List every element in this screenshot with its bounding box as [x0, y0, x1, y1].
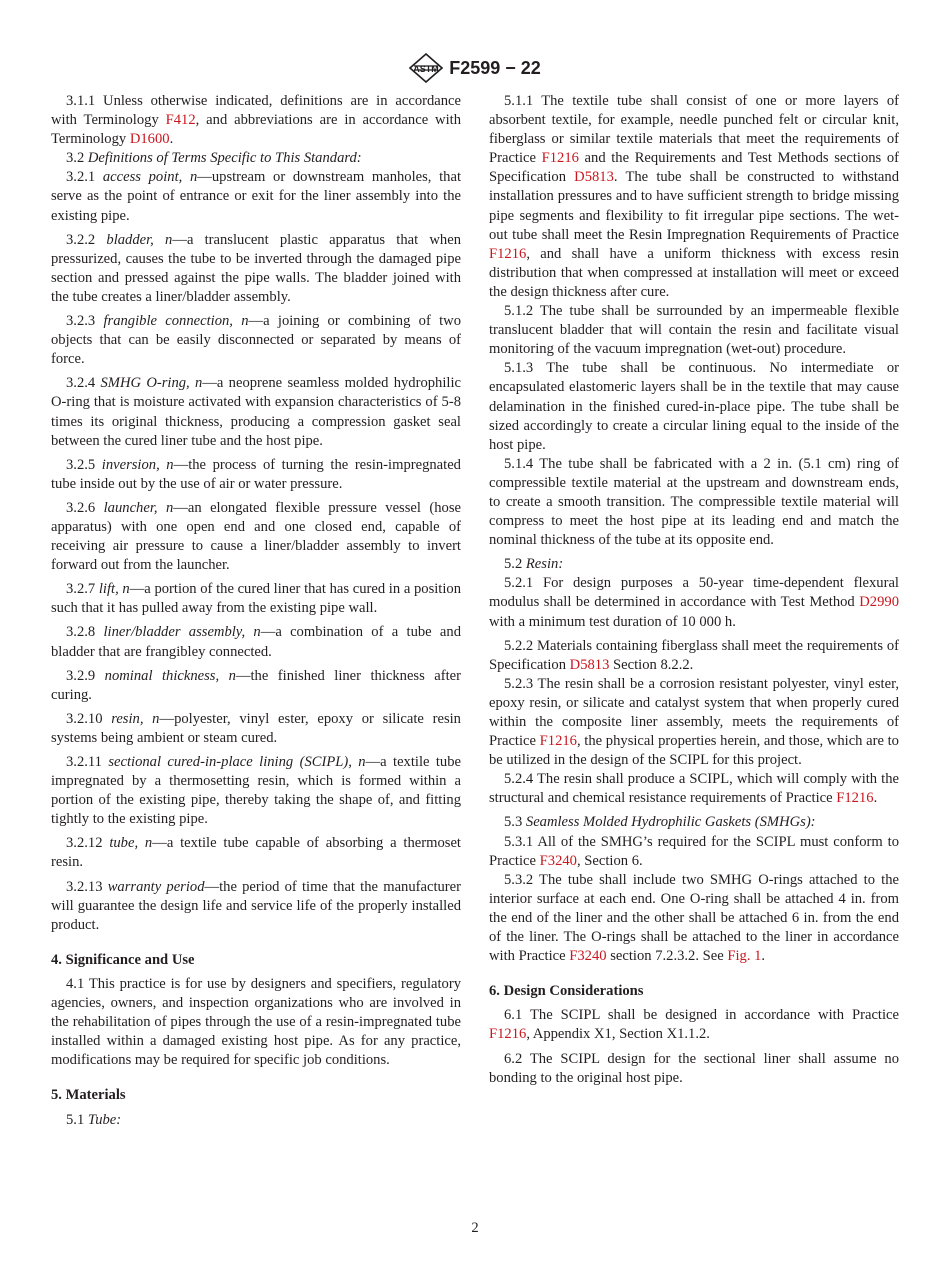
- paragraph-5-2-3: 5.2.3 The resin shall be a corrosion resistant polyester, vinyl ester, epoxy resin, or silicate and catalyst system that when properly cured within the composite liner assembly, meets the requirements of Practice F1216, the physical properties herein, and those, which are to be utilized in the design of the SCIPL for this project.: [489, 675, 899, 769]
- definition-3-2-9: 3.2.9 nominal thickness, n—the finished liner thickness after curing.: [51, 667, 461, 703]
- reference-link-d5813[interactable]: D5813: [569, 656, 610, 673]
- reference-link-f1216[interactable]: F1216: [836, 790, 874, 807]
- paragraph-5-1-4: 5.1.4 The tube shall be fabricated with a 2 in. (5.1 cm) ring of compressible textile material at the upstream and downstream ends, to create a smooth transition. The compressible textile material will compress to meet the host pipe at its leading end and match the nominal thickness of the tube at its opposite end.: [489, 455, 899, 549]
- reference-link-f3240[interactable]: F3240: [539, 852, 577, 869]
- left-column: [51, 92, 461, 1130]
- definition-3-2-10: 3.2.10 resin, n—polyester, vinyl ester, epoxy or silicate resin systems being ambient or steam cured.: [51, 710, 461, 746]
- paragraph-5-1-2: 5.1.2 The tube shall be surrounded by an impermeable flexible translucent bladder that will contain the resin and facilitate visual monitoring of the vacuum impregnation (wet-out) procedure.: [489, 303, 899, 358]
- definition-3-2-2: 3.2.2 bladder, n—a translucent plastic apparatus that when pressurized, causes the tube to be inverted through the damaged pipe section and pressed against the pipe walls. The bladder joined with the tube creates a liner/bladder assembly.: [51, 231, 461, 305]
- astm-logo-icon: [409, 53, 443, 83]
- figure-link-fig-1[interactable]: Fig. 1: [727, 948, 762, 965]
- paragraph-5-2-2: 5.2.2 Materials containing fiberglass shall meet the requirements of Specification D5813 Section 8.2.2.: [489, 637, 899, 673]
- definition-3-2-6: 3.2.6 launcher, n—an elongated flexible pressure vessel (hose apparatus) with one open end and one closed end, capable of receiving air pressure to cause a liner/bladder assembly to invert forward out from the launcher.: [51, 499, 461, 574]
- page-number: 2: [471, 1220, 479, 1236]
- page-header: [0, 52, 950, 84]
- definition-3-2-8: 3.2.8 liner/bladder assembly, n—a combination of a tube and bladder that are frangibley connected.: [51, 624, 461, 660]
- section-heading-6: 6. Design Considerations: [489, 983, 644, 1000]
- paragraph-5-1-1: 5.1.1 The textile tube shall consist of one or more layers of absorbent textile, for example, needle punched felt or circular knit, fiberglass or similar textile materials that meet the requirements of Practice F1216 and the Requirements and Test Methods sections of Specification D5813. The tube shall be constructed to withstand installation pressures and to have sufficient strength to bridge missing pipe segments and flexibility to fit irregular pipe sections. The wet-out tube shall meet the Resin Impregnation Requirements of Practice F1216, and shall have a uniform thickness with excess resin distribution that when compressed at installation will meet or exceed the design thickness after cure.: [489, 93, 899, 300]
- paragraph-5-1-3: 5.1.3 The tube shall be continuous. No intermediate or encapsulated elastomeric layers shall be in the textile that may cause delamination in the finished cured-in-place pipe. The tube shall be sized accordingly to create a circular lining equal to the inside of the host pipe.: [489, 360, 899, 453]
- paragraph-6-2: 6.2 The SCIPL design for the sectional liner shall assume no bonding to the original host pipe.: [489, 1050, 899, 1086]
- definition-3-2-13: 3.2.13 warranty period—the period of time that the manufacturer will guarantee the design life and service life of the properly installed product.: [51, 878, 461, 933]
- reference-link-f412[interactable]: F412: [165, 112, 196, 129]
- reference-link-d2990[interactable]: D2990: [859, 594, 899, 611]
- paragraph-5-2-1: 5.2.1 For design purposes a 50-year time-dependent flexural modulus shall be determined in accordance with Test Method D2990 with a minimum test duration of 10 000 h.: [489, 575, 899, 630]
- reference-link-f1216[interactable]: F1216: [489, 1026, 527, 1043]
- definition-3-2-1: 3.2.1 access point, n—upstream or downstream manholes, that serve as the point of entrance or exit for the liner assembly into the existing pipe.: [51, 169, 461, 224]
- paragraph-5-3-2: 5.3.2 The tube shall include two SMHG O-rings attached to the interior surface at each end. One O-ring shall be attached 4 in. from the end of the liner and the other shall be attached 6 in. from the end of the liner. The O-rings shall be attached to the liner in accordance with Practice F3240 section 7.2.3.2. See Fig. 1.: [489, 871, 899, 965]
- svg-text:ASTM: ASTM: [413, 64, 439, 74]
- paragraph-5-2-4: 5.2.4 The resin shall produce a SCIPL, which will comply with the structural and chemical resistance requirements of Practice F1216.: [489, 771, 899, 807]
- paragraph-6-1: 6.1 The SCIPL shall be designed in accordance with Practice F1216, Appendix X1, Section X1.1.2.: [489, 1007, 899, 1043]
- right-column: [489, 92, 899, 1088]
- reference-link-f3240[interactable]: F3240: [569, 948, 607, 965]
- section-heading-5: 5. Materials: [51, 1087, 126, 1104]
- definition-3-2-11: 3.2.11 sectional cured-in-place lining (SCIPL), n—a textile tube impregnated by a thermosetting resin, which is formed within a portion of the existing pipe, thereby taking the shape of, and fitting tightly to the existing pipe.: [51, 754, 461, 828]
- paragraph-5-2: 5.2 Resin:: [504, 556, 564, 573]
- reference-link-f1216[interactable]: F1216: [489, 245, 527, 262]
- reference-link-d5813[interactable]: D5813: [574, 169, 614, 186]
- paragraph-3-2: 3.2 Definitions of Terms Specific to This Standard:: [66, 150, 362, 167]
- definition-3-2-12: 3.2.12 tube, n—a textile tube capable of absorbing a thermoset resin.: [51, 835, 461, 871]
- reference-link-d1600[interactable]: D1600: [129, 131, 170, 148]
- paragraph-5-3: 5.3 Seamless Molded Hydrophilic Gaskets (SMHGs):: [504, 814, 816, 831]
- definition-3-2-7: 3.2.7 lift, n—a portion of the cured liner that has cured in a position such that it has pulled away from the existing pipe wall.: [51, 581, 462, 617]
- document-designation: F2599 − 22: [449, 57, 541, 78]
- reference-link-f1216[interactable]: F1216: [541, 150, 579, 167]
- paragraph-5-1: 5.1 Tube:: [66, 1111, 122, 1128]
- definition-3-2-4: 3.2.4 SMHG O-ring, n—a neoprene seamless molded hydrophilic O-ring that is moisture activated with expansion characteristics of 5-8 times its original thickness, producing a compression gasket seal between the cured liner tube and the host pipe.: [51, 375, 461, 449]
- section-heading-4: 4. Significance and Use: [51, 951, 195, 968]
- definition-3-2-3: 3.2.3 frangible connection, n—a joining or combining of two objects that can be easily disconnected or separated by means of force.: [51, 313, 461, 368]
- definition-3-2-5: 3.2.5 inversion, n—the process of turning the resin-impregnated tube inside out by the use of air or water pressure.: [51, 456, 461, 492]
- reference-link-f1216[interactable]: F1216: [539, 733, 577, 750]
- paragraph-5-3-1: 5.3.1 All of the SMHG’s required for the SCIPL must conform to Practice F3240, Section 6.: [489, 833, 899, 869]
- paragraph-3-1-1: 3.1.1 Unless otherwise indicated, definitions are in accordance with Terminology F412, and abbreviations are in accordance with Terminology D1600.: [51, 93, 461, 148]
- paragraph-4-1: 4.1 This practice is for use by designers and specifiers, regulatory agencies, owners, and inspection organizations who are involved in the rehabilitation of pipes through the use of a resin-impregnated tube installed within a damaged existing host pipe. As for any practice, modifications may be required for specific job conditions.: [51, 975, 461, 1069]
